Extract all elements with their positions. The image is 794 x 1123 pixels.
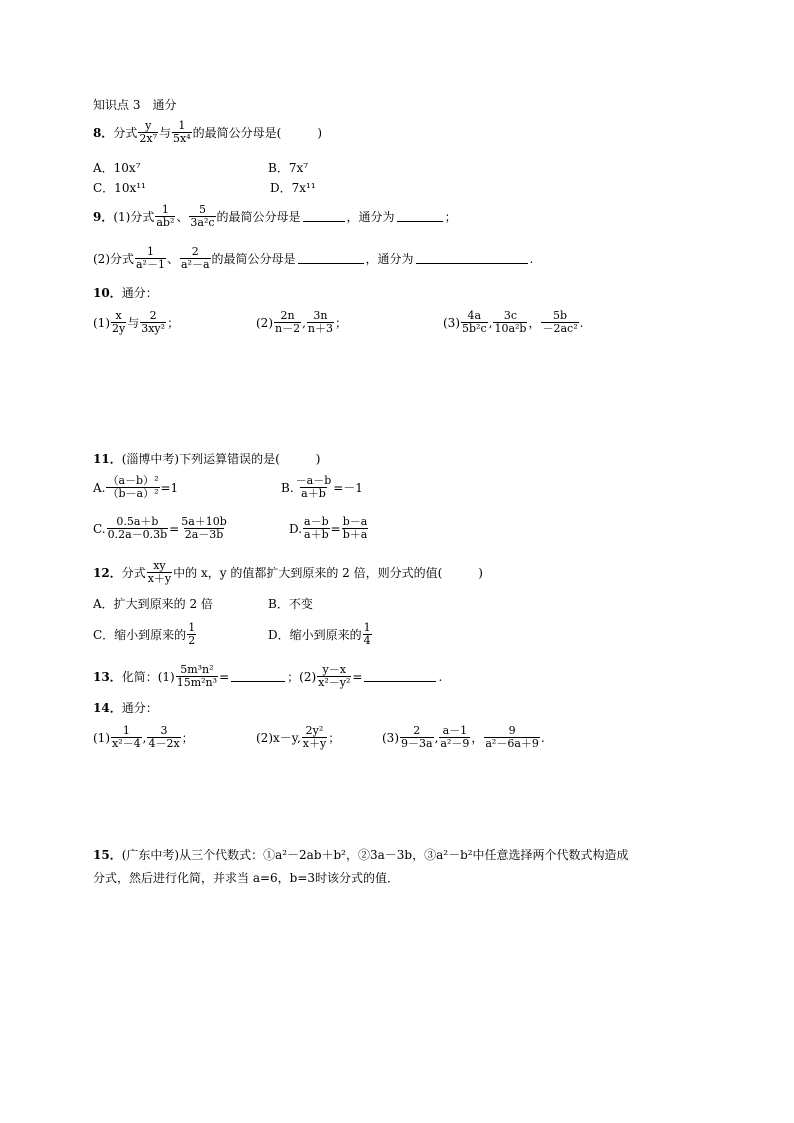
numerator: 5a＋10b (181, 515, 227, 528)
question-number: 12． (93, 565, 122, 580)
equals-sign: = (169, 521, 180, 536)
denominator: 2y (112, 322, 126, 335)
fraction (180, 516, 228, 541)
separator: ； (181, 730, 194, 745)
separator: . (438, 669, 443, 684)
fraction (484, 725, 540, 750)
equals-sign: = (352, 669, 363, 684)
numerator: 1 (188, 621, 196, 634)
question-text: 中的 x，y 的值都扩大到原来的 2 倍，则分式的值( ) (173, 565, 483, 580)
answer-blank[interactable] (416, 253, 528, 264)
option-text: C．10x¹¹ (93, 181, 146, 195)
denominator: x＋y (147, 572, 172, 585)
numerator: 4a (467, 309, 482, 322)
fraction (135, 246, 166, 271)
denominator: a＋b (301, 487, 326, 500)
question-text: (淄博中考)下列运算错误的是( ) (121, 452, 321, 466)
fraction (111, 310, 126, 335)
denominator: 2 (188, 634, 196, 647)
question-text: 的最简公分母是( ) (192, 125, 323, 140)
question-number: 13． (93, 669, 122, 684)
denominator: （b－a）² (107, 487, 159, 500)
question-text: 的最简公分母是 (211, 251, 296, 266)
separator: , (302, 315, 306, 330)
fraction (363, 622, 372, 647)
part-label: (1) (93, 730, 110, 745)
fraction (140, 310, 166, 335)
numerator: 2 (413, 724, 421, 737)
option-label: B. (281, 480, 294, 495)
fraction (187, 622, 196, 647)
fraction (111, 725, 142, 750)
denominator: n＋3 (307, 322, 334, 335)
option-d (268, 622, 373, 647)
numerator: 0.5a＋b (116, 515, 159, 528)
numerator: （a－b）² (107, 474, 159, 487)
question-number: 15． (93, 848, 122, 862)
question-14-part-2 (256, 725, 340, 750)
numerator: 9 (508, 724, 516, 737)
fraction (295, 475, 333, 500)
denominator: x²－y² (318, 676, 351, 689)
question-14 (93, 702, 158, 714)
numerator: a－1 (442, 724, 468, 737)
question-text: ，通分为 (365, 251, 414, 266)
fraction (147, 725, 180, 750)
question-text: 的最简公分母是 (216, 209, 301, 224)
answer-blank[interactable] (364, 671, 436, 682)
fraction (400, 725, 434, 750)
question-text: (广东中考)从三个代数式：①a²－2ab＋b²，②3a－3b，③a²－b²中任意选择两个代数式构造成 (121, 848, 629, 862)
option-text: A．10x⁷ (93, 161, 141, 175)
answer-blank[interactable] (303, 211, 345, 222)
denominator: 3xy² (141, 322, 166, 335)
denominator: b＋a (342, 528, 368, 541)
denominator: 3a²c (190, 216, 215, 229)
fraction (274, 310, 301, 335)
numerator: 3c (503, 309, 518, 322)
denominator: a＋b (304, 528, 329, 541)
numerator: 5b (553, 309, 568, 322)
separator: . (579, 315, 584, 330)
denominator: a²－a (180, 258, 210, 271)
denominator: －2ac² (542, 322, 578, 335)
denominator: a²－1 (136, 258, 165, 271)
question-number: 10． (93, 286, 122, 300)
fraction (303, 516, 330, 541)
option-text: D．缩小到原来的 (268, 627, 362, 642)
denominator: n－2 (275, 322, 301, 335)
denominator: 0.2a－0.3b (107, 528, 168, 541)
numerator: 1 (178, 119, 186, 132)
numerator: y－x (322, 663, 346, 676)
denominator: 4－2x (148, 737, 180, 750)
option-text: B．7x⁷ (268, 161, 309, 175)
question-number: 14． (93, 701, 122, 715)
question-text: ，通分为 (346, 209, 395, 224)
part-label: (3) (443, 315, 460, 330)
denominator: 4 (363, 634, 371, 647)
separator: ； (167, 315, 180, 330)
question-number: 8． (93, 125, 114, 140)
section-title (93, 99, 176, 111)
denominator: 5x⁴ (173, 132, 191, 145)
question-11 (93, 453, 320, 465)
numerator: 2n (280, 309, 295, 322)
answer-blank[interactable] (231, 671, 285, 682)
question-10 (93, 287, 158, 299)
equals-sign: = (330, 521, 341, 536)
question-13 (93, 664, 442, 689)
denominator: 9－3a (401, 737, 433, 750)
fraction (493, 310, 527, 335)
question-text: 与 (159, 125, 172, 140)
question-text: (1)分式 (113, 209, 155, 224)
question-14-part-1 (93, 725, 194, 750)
option-a (93, 162, 141, 174)
question-10-part-3 (443, 310, 583, 335)
question-15-line-2 (93, 872, 399, 884)
numerator: x (115, 309, 122, 322)
option-text: D．7x¹¹ (270, 181, 316, 195)
numerator: 1 (161, 203, 169, 216)
question-8 (93, 120, 322, 145)
option-b (268, 162, 308, 174)
option-d (270, 182, 316, 194)
question-text: 通分： (121, 286, 158, 300)
option-label: D. (289, 521, 303, 536)
separator: ， (528, 315, 541, 330)
question-text: . (529, 251, 534, 266)
option-text: =－1 (333, 480, 363, 495)
question-text: 分式 (113, 125, 138, 140)
separator: 、 (166, 251, 179, 266)
fraction (138, 120, 158, 145)
option-d (289, 516, 369, 541)
question-10-part-2 (256, 310, 347, 335)
fraction (189, 204, 215, 229)
answer-blank[interactable] (397, 211, 443, 222)
fraction (107, 516, 169, 541)
separator: ； (287, 669, 300, 684)
denominator: x＋y (302, 737, 327, 750)
answer-blank[interactable] (298, 253, 364, 264)
numerator: 1 (122, 724, 130, 737)
part-label: (3) (382, 730, 399, 745)
question-text: ； (444, 209, 457, 224)
question-text: 分式 (121, 565, 146, 580)
numerator: 1 (146, 245, 154, 258)
numerator: xy (153, 559, 166, 572)
denominator: a²－6a＋9 (485, 737, 539, 750)
option-label: A. (93, 480, 106, 495)
option-a (93, 475, 178, 500)
option-c (93, 182, 146, 194)
numerator: 2 (191, 245, 199, 258)
separator: . (540, 730, 545, 745)
option-b (268, 598, 313, 610)
denominator: 15m²n³ (176, 676, 218, 689)
option-label: C. (93, 521, 106, 536)
question-text: (2)分式 (93, 251, 134, 266)
separator: , (142, 730, 147, 745)
numerator: 5 (198, 203, 206, 216)
question-text: 通分： (121, 701, 158, 715)
part-label: (1) (157, 669, 175, 684)
part-label: (2) (256, 315, 273, 330)
denominator: 2x⁷ (139, 132, 157, 145)
question-9-part-1 (93, 204, 457, 229)
option-b (281, 475, 363, 500)
fraction (461, 310, 488, 335)
numerator: －a－b (295, 474, 332, 487)
part-label: (1) (93, 315, 110, 330)
part-label: (2)x－y, (256, 730, 301, 745)
numerator: a－b (304, 515, 329, 528)
fraction (541, 310, 578, 335)
fraction (147, 560, 172, 585)
question-10-part-1 (93, 310, 179, 335)
separator: , (434, 730, 439, 745)
fraction (172, 120, 192, 145)
option-text: A．扩大到原来的 2 倍 (93, 597, 213, 611)
numerator: 2y² (305, 724, 324, 737)
question-text: 化简： (121, 669, 158, 684)
numerator: 1 (363, 621, 371, 634)
denominator: 5b²c (462, 322, 487, 335)
fraction (180, 246, 211, 271)
numerator: y (145, 119, 152, 132)
separator: 与 (127, 315, 140, 330)
question-9-part-2 (93, 246, 533, 271)
section-title-text: 知识点 3 通分 (93, 98, 177, 112)
question-15 (93, 849, 629, 861)
numerator: 2 (149, 309, 157, 322)
question-12 (93, 560, 483, 585)
option-c (93, 516, 229, 541)
part-label: (2) (299, 669, 317, 684)
fraction (106, 475, 159, 500)
numerator: 5m³n² (180, 663, 214, 676)
denominator: 10a²b (494, 322, 527, 335)
denominator: x²－4 (112, 737, 141, 750)
question-number: 9． (93, 209, 114, 224)
separator: ； (335, 315, 348, 330)
separator: ， (471, 730, 484, 745)
denominator: 2a－3b (184, 528, 224, 541)
fraction (317, 664, 351, 689)
question-14-part-3 (382, 725, 545, 750)
question-number: 11． (93, 452, 122, 466)
numerator: b－a (342, 515, 368, 528)
numerator: 3 (160, 724, 168, 737)
fraction (176, 664, 218, 689)
separator: , (488, 315, 493, 330)
question-text: 分式，然后进行化简，并求当 a=6，b=3时该分式的值． (93, 871, 400, 885)
fraction (342, 516, 369, 541)
option-a (93, 598, 213, 610)
separator: 、 (176, 209, 189, 224)
denominator: ab² (156, 216, 175, 229)
fraction (155, 204, 175, 229)
denominator: a²－9 (440, 737, 470, 750)
fraction (439, 725, 470, 750)
numerator: 3n (313, 309, 328, 322)
option-text: C．缩小到原来的 (93, 627, 187, 642)
option-text: =1 (160, 480, 179, 495)
equals-sign: = (219, 669, 230, 684)
fraction (307, 310, 334, 335)
fraction (302, 725, 327, 750)
separator: ； (328, 730, 341, 745)
option-text: B．不变 (268, 597, 313, 611)
option-c (93, 622, 197, 647)
